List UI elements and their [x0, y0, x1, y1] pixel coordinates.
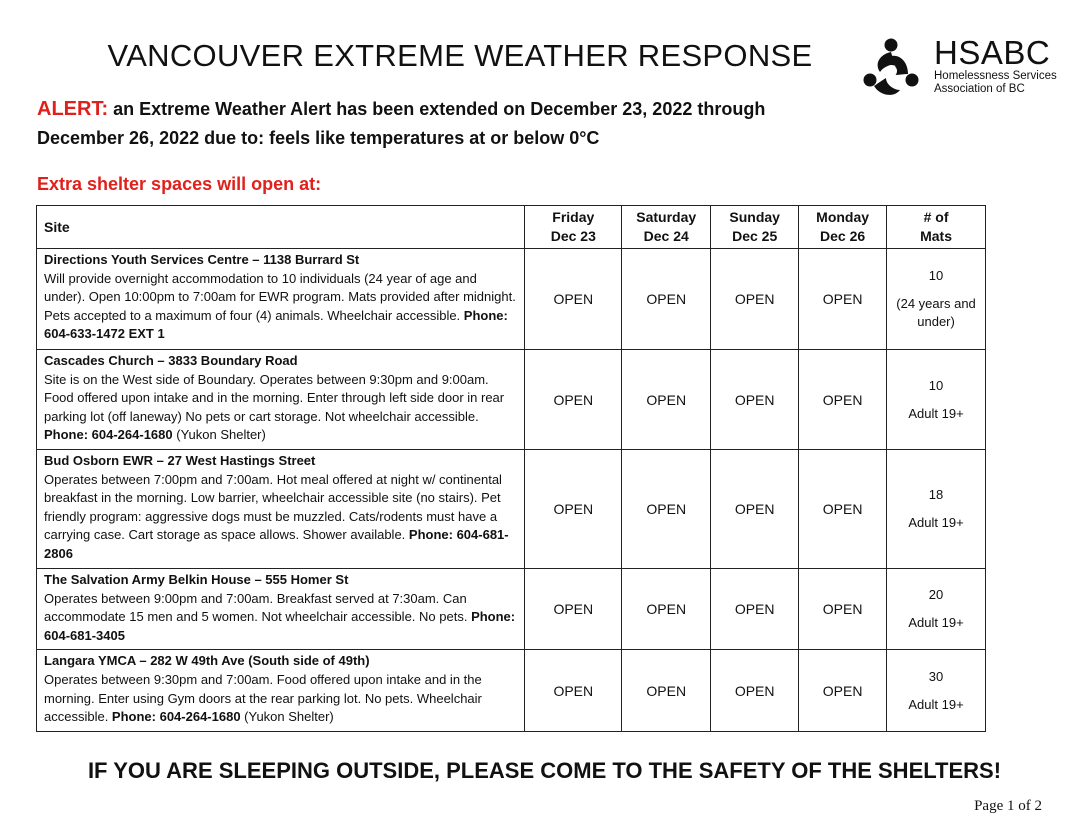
status-monday: OPEN — [799, 569, 887, 650]
site-details: Operates between 9:30pm and 7:00am. Food offered upon intake and in the morning. Enter using Gym doors at the rear parking lot. No pets. Wheelchair accessible. — [44, 671, 482, 725]
site-phone: Phone: 604-681-3405 — [44, 609, 516, 643]
logo-subtitle-2: Association of BC — [934, 82, 1025, 95]
mats-cell — [887, 450, 986, 569]
site-name: Cascades Church – 3833 Boundary Road — [44, 353, 298, 368]
table-row — [37, 350, 986, 450]
header-mats: # of Mats — [887, 206, 986, 249]
header-sunday: Sunday Dec 25 — [711, 206, 799, 249]
extra-spaces-heading: Extra shelter spaces will open at: — [37, 174, 322, 194]
mats-note: Adult 19+ — [908, 696, 964, 712]
header-site: Site — [37, 206, 525, 249]
site-phone: Phone: 604-633-1472 EXT 1 — [44, 307, 508, 342]
site-name: Directions Youth Services Centre – 1138 Burrard St — [44, 252, 360, 267]
site-description — [37, 249, 525, 350]
mats-count: 18 — [928, 487, 944, 502]
site-phone: Phone: 604-264-1680 — [44, 427, 173, 443]
table-row — [37, 650, 986, 732]
status-saturday: OPEN — [622, 350, 711, 450]
site-phone-note: (Yukon Shelter) — [240, 709, 334, 725]
status-sunday: OPEN — [711, 650, 799, 732]
status-friday: OPEN — [525, 249, 622, 350]
site-phone: Phone: 604-264-1680 — [111, 709, 241, 725]
site-name: Bud Osborn EWR – 27 West Hastings Street — [44, 453, 316, 468]
status-sunday: OPEN — [711, 350, 799, 450]
site-details: Site is on the West side of Boundary. Operates between 9:30pm and 9:00am. Food offered upon intake and in the morning. Enter through left side door in rear parking lot (off laneway) No pets or cart storage. Not wheelchair accessible. — [44, 371, 505, 424]
site-phone: Phone: 604-681-2806 — [44, 527, 509, 561]
status-monday: OPEN — [799, 650, 887, 732]
mats-note: (24 years and under) — [896, 296, 976, 329]
mats-cell — [887, 350, 986, 450]
hsabc-logo — [858, 36, 1058, 106]
page-title: VANCOUVER EXTREME WEATHER RESPONSE — [107, 38, 813, 73]
status-monday: OPEN — [799, 450, 887, 569]
status-sunday: OPEN — [711, 450, 799, 569]
status-monday: OPEN — [799, 249, 887, 350]
site-phone-note: (Yukon Shelter) — [172, 427, 266, 443]
header-saturday: Saturday Dec 24 — [622, 206, 711, 249]
page-number: Page 1 of 2 — [974, 798, 1042, 814]
status-friday: OPEN — [525, 569, 622, 650]
mats-note: Adult 19+ — [908, 515, 964, 530]
site-description — [37, 350, 525, 450]
table-row — [37, 249, 986, 350]
status-saturday: OPEN — [622, 249, 711, 350]
header-friday: Friday Dec 23 — [525, 206, 622, 249]
site-description — [37, 650, 525, 732]
site-description — [37, 569, 525, 650]
shelter-table — [36, 205, 986, 732]
site-details: Will provide overnight accommodation to 10 individuals (24 year of age and under). Open 10:00pm to 7:00am for EWR program. Mats provided after midnight. Pets accepted to a maximum of four (4) animals. Wheelchair accessible. — [44, 270, 516, 323]
status-sunday: OPEN — [711, 249, 799, 350]
mats-count: 10 — [928, 377, 944, 393]
site-details: Operates between 9:00pm and 7:00am. Breakfast served at 7:30am. Can accommodate 15 men and 5 women. Not wheelchair accessible. No pets. — [44, 590, 472, 625]
alert-label: ALERT: — [37, 98, 109, 120]
status-saturday: OPEN — [622, 650, 711, 732]
status-friday: OPEN — [525, 650, 622, 732]
logo-name: HSABC — [934, 34, 1051, 71]
site-name: The Salvation Army Belkin House – 555 Homer St — [44, 572, 349, 587]
table-header-row — [37, 206, 986, 249]
site-name: Langara YMCA – 282 W 49th Ave (South side of 49th) — [44, 653, 370, 669]
mats-count: 10 — [928, 268, 944, 283]
status-friday: OPEN — [525, 350, 622, 450]
alert-text-2: December 26, 2022 due to: feels like temperatures at or below 0°C — [37, 128, 600, 148]
alert-message — [37, 95, 857, 153]
mats-cell — [887, 650, 986, 732]
hsabc-logo-icon — [858, 36, 924, 102]
mats-note: Adult 19+ — [908, 615, 964, 631]
site-details: Operates between 7:00pm and 7:00am. Hot meal offered at night w/ continental breakfast in the morning. Low barrier, wheelchair accessible site (no stairs). Pet friendly program: aggressive dogs must be muzzled. Cats/rodents must have a carrying case. Cart storage as space allows. Shower available. — [44, 471, 502, 543]
status-sunday: OPEN — [711, 569, 799, 650]
status-monday: OPEN — [799, 350, 887, 450]
mats-cell — [887, 249, 986, 350]
site-description — [37, 450, 525, 569]
logo-subtitle-1: Homelessness Services — [934, 70, 1057, 82]
status-saturday: OPEN — [622, 569, 711, 650]
header-monday: Monday Dec 26 — [799, 206, 887, 249]
mats-note: Adult 19+ — [908, 405, 964, 421]
mats-cell — [887, 569, 986, 650]
mats-count: 30 — [928, 668, 944, 684]
alert-text-1: an Extreme Weather Alert has been extended on December 23, 2022 through — [108, 99, 766, 119]
status-friday: OPEN — [525, 450, 622, 569]
call-to-action: IF YOU ARE SLEEPING OUTSIDE, PLEASE COME TO THE SAFETY OF THE SHELTERS! — [87, 758, 1002, 783]
status-saturday: OPEN — [622, 450, 711, 569]
table-row — [37, 569, 986, 650]
mats-count: 20 — [928, 587, 944, 603]
table-row — [37, 450, 986, 569]
